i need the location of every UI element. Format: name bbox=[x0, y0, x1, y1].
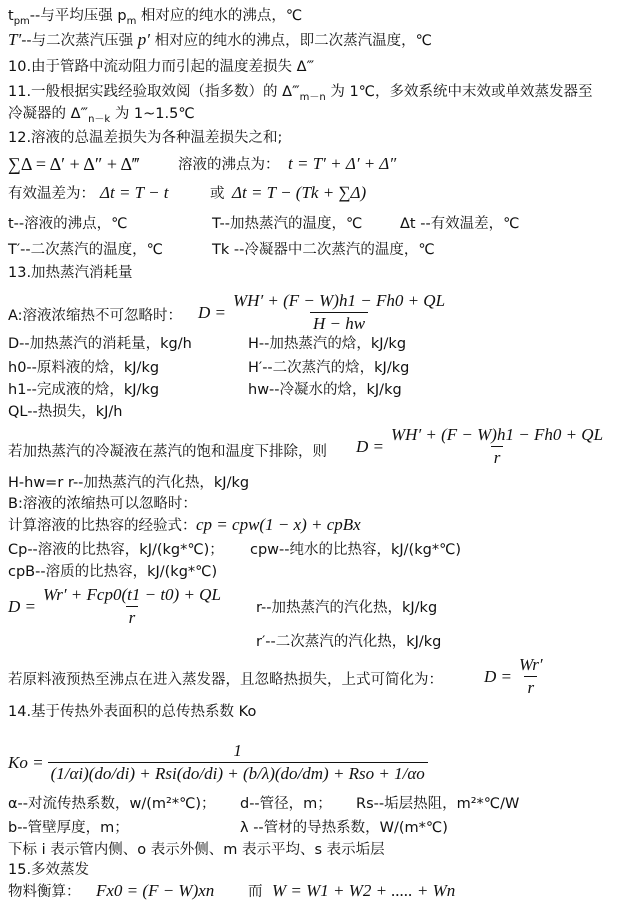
case-a-label: A:溶液浓缩热不可忽略时： bbox=[8, 308, 183, 324]
hhw-relation: H-hw=r r--加热蒸汽的汽化热，kJ/kg bbox=[8, 475, 250, 491]
def-b: b--管壁厚度，m； bbox=[8, 820, 129, 836]
eff-equation-1: Δt = T − t bbox=[100, 183, 169, 202]
mass-and: 而 bbox=[248, 884, 263, 900]
heading-10: 10.由于管路中流动阻力而引起的温度差损失 Δ‴ bbox=[8, 59, 315, 75]
condensate-label: 若加热蒸汽的冷凝液在蒸汽的饱和温度下排除，则 bbox=[8, 444, 327, 460]
def-h0: h0--原料液的焓，kJ/kg bbox=[8, 360, 160, 376]
boil-equation: t = T′ + Δ′ + Δ″ bbox=[288, 154, 397, 173]
def-T-prime: T′--与二次蒸汽压强 p′ 相对应的纯水的沸点，即二次蒸汽温度，℃ bbox=[8, 30, 432, 49]
def-t: t--溶液的沸点，℃ bbox=[8, 216, 128, 232]
heading-15: 15.多效蒸发 bbox=[8, 862, 90, 878]
def-d: d--管径，m； bbox=[240, 796, 332, 812]
def-delta-t: Δt --有效温差，℃ bbox=[400, 216, 520, 232]
eff-label: 有效温差为： bbox=[8, 186, 95, 202]
def-lambda: λ --管材的导热系数，W/(m*℃) bbox=[240, 820, 448, 836]
heading-11-cont: 冷凝器的 $\Delta‴_{n-k}$ 为 1~1.5℃ bbox=[8, 106, 195, 125]
def-r: r--加热蒸汽的汽化热，kJ/kg bbox=[256, 600, 438, 616]
def-hw: hw--冷凝水的焓，kJ/kg bbox=[248, 382, 402, 398]
heading-11: 11.一般根据实践经验取效阅（指多数）的 $\Delta‴_{m-n}$ 为 1℃，多效系统中末效或单效蒸发器至 bbox=[8, 84, 593, 103]
heading-14: 14.基于传热外表面积的总传热系数 Ko bbox=[8, 704, 257, 720]
def-r-prime: r′--二次蒸汽的汽化热，kJ/kg bbox=[256, 634, 442, 650]
eff-equation-2: Δt = T − (Tk + ∑Δ) bbox=[232, 183, 367, 202]
equation-b: D = $\frac{WH' + (F - W)h1 - Fh0 + QL}{r}$ bbox=[356, 425, 604, 467]
def-tpm: $t_{pm}--$与平均压强 $p_m$ 相对应的纯水的沸点，℃ bbox=[8, 8, 303, 27]
equation-d: D = $\frac{Wr'}{r}$ bbox=[484, 655, 543, 697]
def-T-second: T′--二次蒸汽的温度，℃ bbox=[8, 242, 163, 258]
equation-c: D = $\frac{\text{Wr′ + Fcp0(t1 − t0) + QL}}{r}$ bbox=[8, 585, 221, 627]
eff-or: 或 bbox=[210, 186, 225, 202]
mass-equation: Fx0 = (F − W)xn bbox=[96, 881, 215, 900]
equation-ko: Ko = $\frac{1}{\text{(1/αi)(do/di) + Rsi(do/di) + (b/λ)(do/dm) + Rso + 1/αo}}$ bbox=[8, 740, 428, 785]
case-b-label: B:溶液的浓缩热可以忽略时： bbox=[8, 496, 197, 512]
heading-12: 12.溶液的总温差损失为各种温差损失之和; bbox=[8, 130, 283, 146]
def-cpw: cpw--纯水的比热容，kJ/(kg*℃) bbox=[250, 542, 462, 558]
def-Rs: Rs--垢层热阻，m²*℃/W bbox=[356, 796, 520, 812]
def-Tk: Tk --冷凝器中二次蒸汽的温度，℃ bbox=[212, 242, 435, 258]
def-cp: Cp--溶液的比热容，kJ/(kg*℃)； bbox=[8, 542, 224, 558]
def-D: D--加热蒸汽的消耗量，kg/h bbox=[8, 336, 192, 352]
def-h1: h1--完成液的焓，kJ/kg bbox=[8, 382, 160, 398]
def-H-prime: H′--二次蒸汽的焓，kJ/kg bbox=[248, 360, 410, 376]
def-H: H--加热蒸汽的焓，kJ/kg bbox=[248, 336, 407, 352]
def-T: T--加热蒸汽的温度，℃ bbox=[212, 216, 363, 232]
cp-equation: cp = cpw(1 − x) + cpBx bbox=[196, 515, 361, 534]
sum-equation: ∑Δ = Δ′ + Δ″ + Δ‴ bbox=[8, 154, 140, 174]
def-cpB: cpB--溶质的比热容，kJ/(kg*℃) bbox=[8, 564, 218, 580]
mass-equation-2: W = W1 + W2 + ..... + Wn bbox=[272, 881, 456, 900]
def-subscripts: 下标 i 表示管内侧、o 表示外侧、m 表示平均、s 表示垢层 bbox=[8, 842, 385, 858]
def-QL: QL--热损失，kJ/h bbox=[8, 404, 123, 420]
cp-label: 计算溶液的比热容的经验式： bbox=[8, 518, 197, 534]
mass-balance-label: 物料衡算： bbox=[8, 884, 81, 900]
boil-label: 溶液的沸点为： bbox=[178, 157, 280, 173]
equation-a: D = $\frac{WH' + (F - W)h1 - Fh0 + QL}{H - hw}$ bbox=[198, 291, 446, 333]
def-alpha: α--对流传热系数，w/(m²*℃)； bbox=[8, 796, 216, 812]
heading-13: 13.加热蒸汽消耗量 bbox=[8, 265, 133, 281]
simplify-label: 若原料液预热至沸点在进入蒸发器，且忽略热损失，上式可简化为： bbox=[8, 672, 443, 688]
